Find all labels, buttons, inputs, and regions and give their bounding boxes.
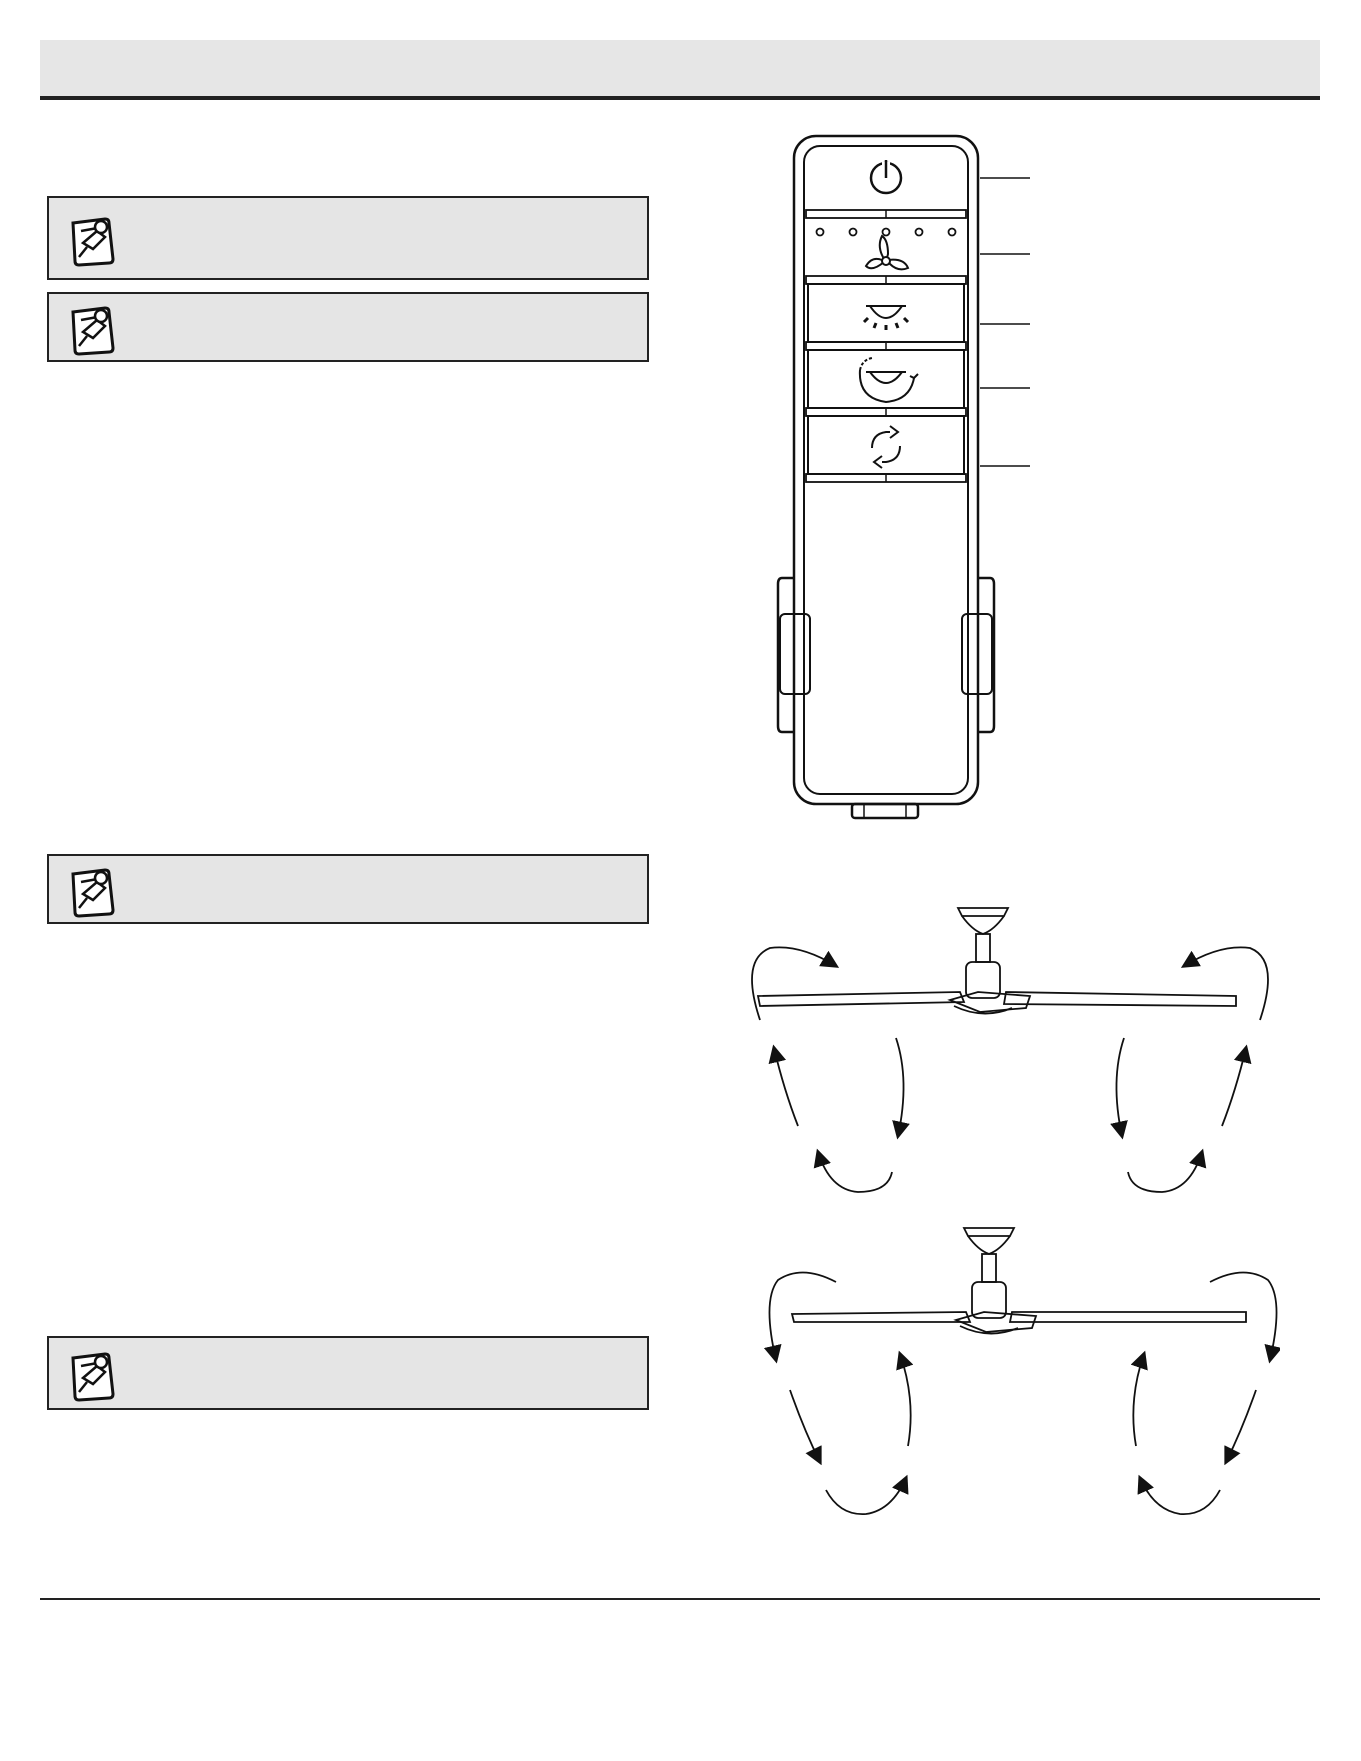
- airflow-updraft-icon: [740, 1220, 1280, 1530]
- speed-indicator-dots: [817, 229, 956, 236]
- reverse-icon: [872, 426, 900, 468]
- footer-rule: [40, 1598, 1320, 1600]
- note-box: [47, 854, 649, 924]
- power-icon: [871, 160, 901, 193]
- note-pin-icon: [65, 207, 121, 269]
- note-pin-icon: [65, 1342, 121, 1404]
- remote-callout-lines: [980, 178, 1030, 466]
- note-box: [47, 292, 649, 362]
- remote-reverse-button-frame: [808, 416, 964, 474]
- remote-dimmer-button-frame: [808, 350, 964, 408]
- page-header-band: [40, 40, 1320, 100]
- remote-light-button-frame: [808, 284, 964, 342]
- light-icon: [864, 306, 908, 330]
- note-pin-icon: [65, 858, 121, 920]
- remote-control-diagram: [760, 126, 1060, 832]
- remote-bottom-connector: [852, 804, 918, 818]
- note-box: [47, 1336, 649, 1410]
- dimmer-icon: [860, 358, 918, 402]
- note-box: [47, 196, 649, 280]
- note-pin-icon: [65, 296, 121, 358]
- airflow-downdraft-icon: [740, 900, 1280, 1210]
- fan-speed-icon: [866, 236, 908, 269]
